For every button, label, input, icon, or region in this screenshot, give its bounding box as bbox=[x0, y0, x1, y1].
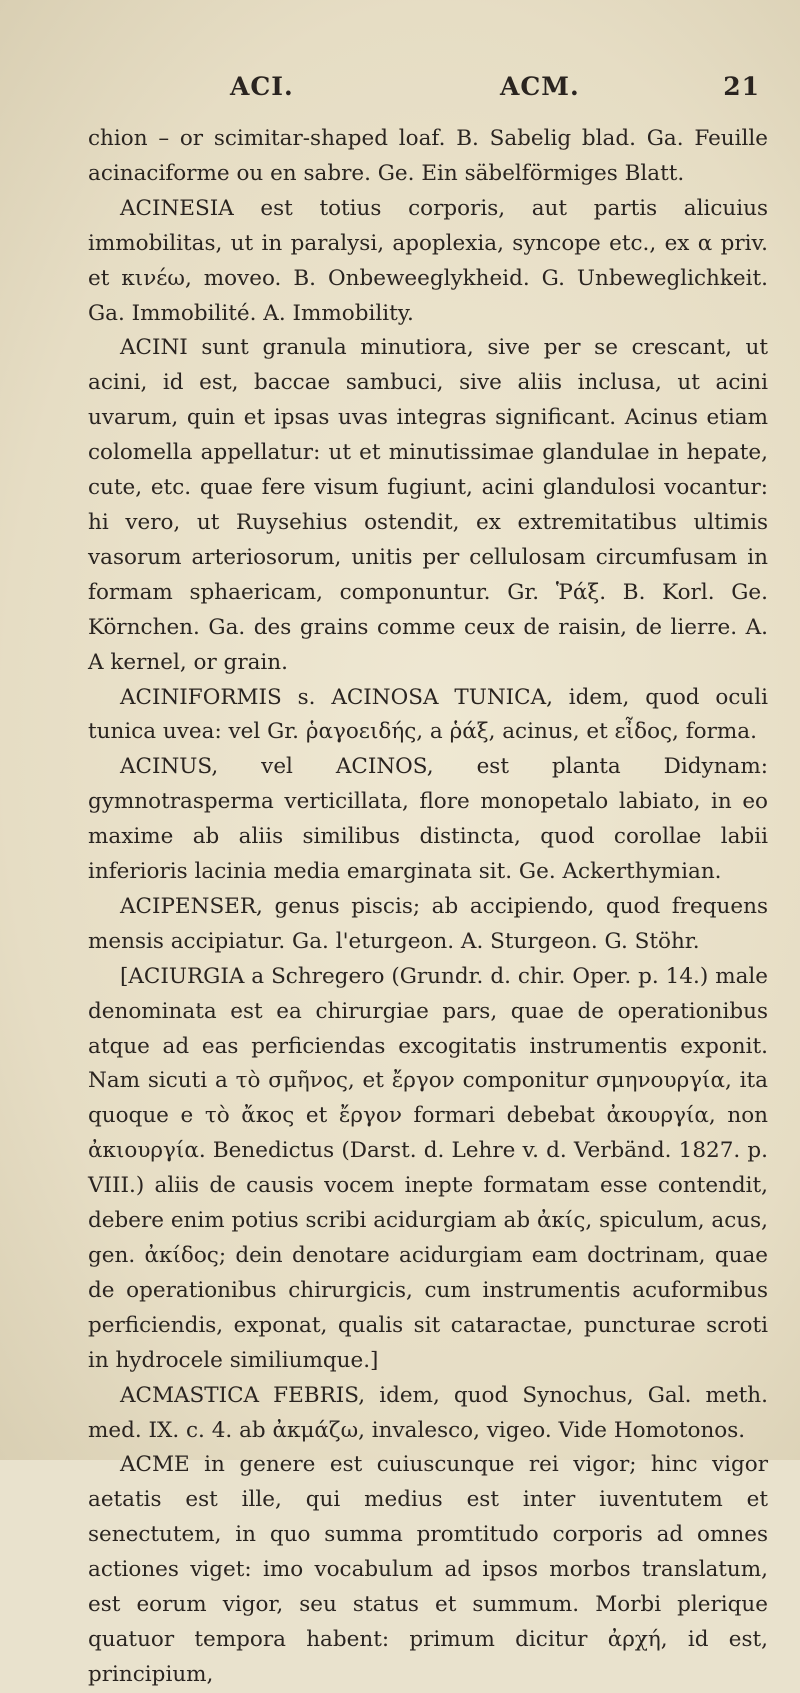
entry-paragraph: ACINUS, vel ACINOS, est planta Didynam: gymnotrasperma verticillata, flore monopetalo labiato, in eo maxime ab aliis similibus distincta, quod corollae labii inferioris lacinia media emarginata sit. Ge. Ackerthymian. bbox=[88, 754, 768, 885]
entry-paragraph: chion – or scimitar-shaped loaf. B. Sabelig blad. Ga. Feuille acinaciforme ou en sabre. Ge. Ein säbelförmiges Blatt. bbox=[88, 126, 768, 186]
entry-paragraph: ACINESIA est totius corporis, aut partis alicuius immobilitas, ut in paralysi, apoplexia, syncope etc., ex α priv. et κινέω, moveo. B. Onbeweeglykheid. G. Unbeweglichkeit. Ga. Immobilité. A. Immobility. bbox=[88, 195, 768, 326]
entry-paragraph: ACMASTICA FEBRIS, idem, quod Synochus, Gal. meth. med. IX. c. 4. ab ἀκμάζω, invalesco, vigeo. Vide Homotonos. bbox=[88, 1382, 768, 1443]
entry-paragraph: [ACIURGIA a Schregero (Grundr. d. chir. Oper. p. 14.) male denominata est ea chirurgiae pars, quae de operationibus atque ad eas perficiendas excogitatis instrumentis exponit. Nam sicuti a τὸ σμῆνος, et ἔργον componitur σμηνουργία, ita quoque e τὸ ἄκος et ἔργον formari debebat ἀκουργία, non ἀκιουργία. Benedictus (Darst. d. Lehre v. d. Verbänd. 1827. p. VIII.) aliis de causis vocem inepte formatam esse contendit, debere enim potius scribi acidurgiam ab ἀκίς, spiculum, acus, gen. ἀκίδος; dein denotare acidurgiam eam doctrinam, quae de operationibus chirurgicis, cum instrumentis acuformibus perficiendis, exponat, qualis sit cataractae, puncturae scroti in hydrocele similiumque.] bbox=[88, 963, 768, 1373]
entry-paragraph: ACIPENSER, genus piscis; ab accipiendo, quod frequens mensis accipiatur. Ga. l'eturgeon. A. Sturgeon. G. Stöhr. bbox=[88, 893, 768, 954]
header-left-word: ACI. bbox=[230, 72, 294, 101]
dictionary-text bbox=[88, 122, 768, 1693]
entry-paragraph: ACME in genere est cuiuscunque rei vigor; hinc vigor aetatis est ille, qui medius est inter iuventutem et senectutem, in quo summa promtitudo corporis ad omnes actiones viget: imo vocabulum ad ipsos morbos translatum, est eorum vigor, seu status et summum. Morbi plerique quatuor tempora habent: primum dicitur ἀρχή, id est, principium, bbox=[88, 1452, 768, 1687]
entry-paragraph: ACINI sunt granula minutiora, sive per se crescant, ut acini, id est, baccae sambuci, sive aliis inclusa, ut acini uvarum, quin et ipsas uvas integras significant. Acinus etiam colomella appellatur: ut et minutissimae glandulae in hepate, cute, etc. quae fere visum fugiunt, acini glandulosi vocantur: hi vero, ut Ruysehius ostendit, ex extremitatibus ultimis vasorum arteriosorum, unitis per cellulosam circumfusam in formam sphaericam, componuntur. Gr. Ῥάξ. B. Korl. Ge. Körnchen. Ga. des grains comme ceux de raisin, de lierre. A. A kernel, or grain. bbox=[88, 335, 768, 675]
header-center-word: ACM. bbox=[500, 72, 580, 101]
page-number: 21 bbox=[723, 72, 760, 101]
entry-paragraph: ACINIFORMIS s. ACINOSA TUNICA, idem, quod oculi tunica uvea: vel Gr. ῥαγοειδής, a ῥάξ, acinus, et εἶδος, forma. bbox=[88, 684, 768, 745]
running-header bbox=[90, 72, 760, 112]
